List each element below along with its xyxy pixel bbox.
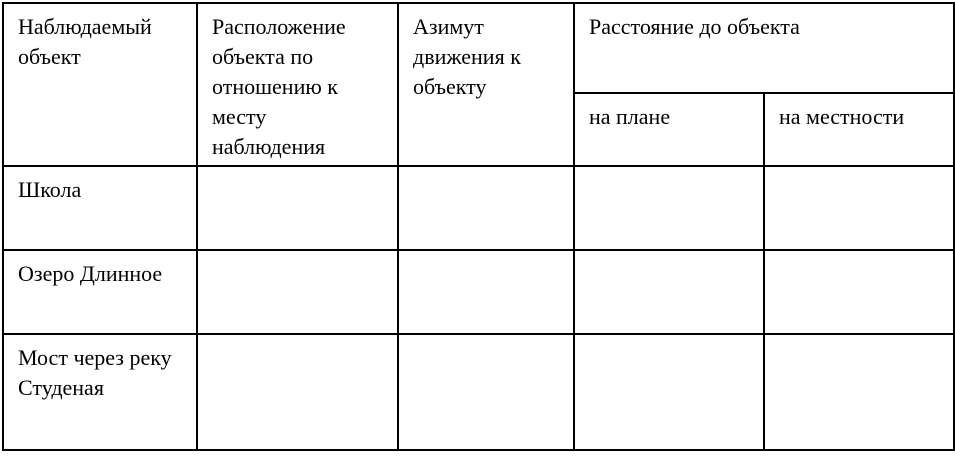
- row-object-cell: [3, 250, 197, 334]
- header-object-label: Наблюдаемый объект: [18, 14, 152, 69]
- row-on-terrain-cell: [764, 250, 954, 334]
- header-azimuth: [398, 3, 574, 166]
- row-on-terrain-cell: [764, 166, 954, 250]
- header-on-terrain: [764, 93, 954, 166]
- row-object-cell: [3, 166, 197, 250]
- header-distance-label: Расстояние до объекта: [589, 14, 800, 39]
- header-position: [197, 3, 398, 166]
- observation-table: [2, 2, 955, 451]
- row-position-cell: [197, 334, 398, 450]
- row-position-cell: [197, 250, 398, 334]
- row-object-cell: [3, 334, 197, 450]
- row-on-plan-cell: [574, 250, 764, 334]
- row-object-name: Озеро Длинное: [18, 261, 163, 286]
- row-object-name: Мост через реку Студеная: [18, 345, 172, 400]
- table-row: [3, 334, 954, 450]
- row-object-name: Школа: [18, 177, 82, 202]
- header-azimuth-label: Азимут движения к объекту: [413, 14, 521, 99]
- row-on-plan-cell: [574, 334, 764, 450]
- row-on-plan-cell: [574, 166, 764, 250]
- row-on-terrain-cell: [764, 334, 954, 450]
- table-row: [3, 250, 954, 334]
- header-on-plan: [574, 93, 764, 166]
- header-distance: [574, 3, 954, 93]
- header-row: [3, 3, 954, 93]
- header-object: [3, 3, 197, 166]
- header-on-terrain-label: на местности: [779, 104, 905, 129]
- table-row: [3, 166, 954, 250]
- row-azimuth-cell: [398, 250, 574, 334]
- row-azimuth-cell: [398, 166, 574, 250]
- row-azimuth-cell: [398, 334, 574, 450]
- header-position-label: Расположение объекта по отношению к месту наблюдения: [212, 14, 346, 159]
- header-on-plan-label: на плане: [589, 104, 671, 129]
- row-position-cell: [197, 166, 398, 250]
